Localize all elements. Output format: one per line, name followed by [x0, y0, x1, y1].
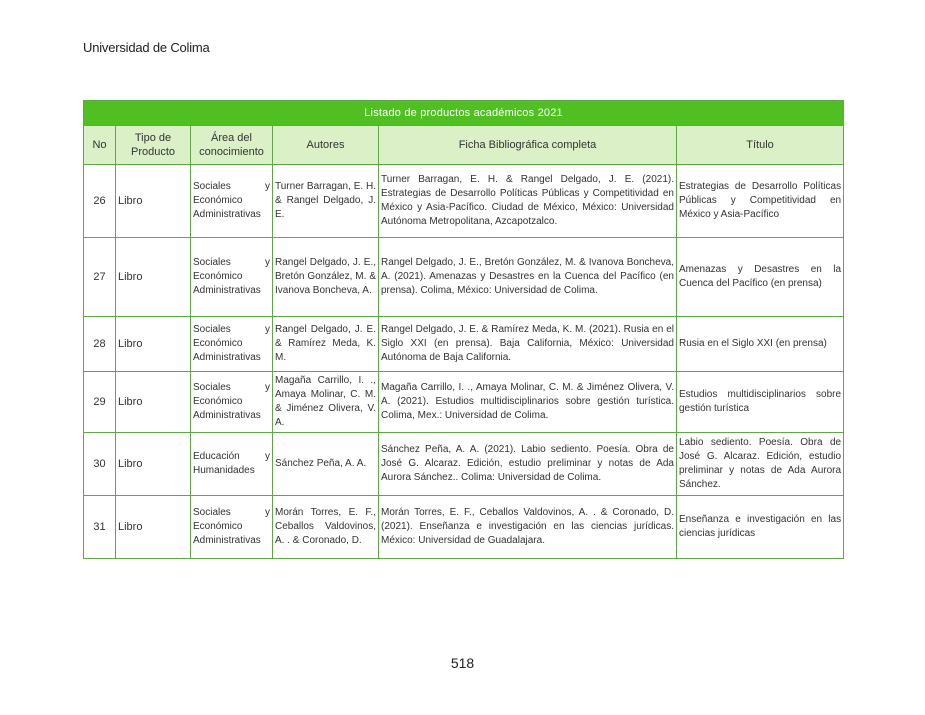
table-caption: Listado de productos académicos 2021 — [84, 101, 844, 126]
table-row — [84, 165, 844, 238]
cell-tipo: Libro — [116, 238, 191, 317]
column-header-autores: Autores — [273, 126, 379, 165]
cell-tipo: Libro — [116, 372, 191, 433]
cell-autores: Sánchez Peña, A. A. — [273, 433, 379, 496]
column-header-titulo: Título — [677, 126, 844, 165]
cell-no: 28 — [84, 317, 116, 372]
cell-area: Sociales y Económico Administrativas — [191, 496, 273, 559]
cell-autores: Rangel Delgado, J. E., Bretón González, M. & Ivanova Boncheva, A. — [273, 238, 379, 317]
cell-titulo: Estudios multidisciplinarios sobre gestión turística — [677, 372, 844, 433]
table-caption-row — [84, 101, 844, 126]
table-row — [84, 317, 844, 372]
column-header-tipo: Tipo de Producto — [116, 126, 191, 165]
cell-ficha: Rangel Delgado, J. E., Bretón González, M. & Ivanova Boncheva, A. (2021). Amenazas y Desastres en la Cuenca del Pacífico (en prensa). Colima, México: Universidad de Colima. — [379, 238, 677, 317]
cell-ficha: Magaña Carrillo, I. ., Amaya Molinar, C. M. & Jiménez Olivera, V. A. (2021). Estudios multidisciplinarios sobre gestión turística. Colima, Mex.: Universidad de Colima. — [379, 372, 677, 433]
page-number: 518 — [450, 655, 475, 671]
cell-titulo: Labio sediento. Poesía. Obra de José G. Alcaraz. Edición, estudio preliminar y notas de Ada Aurora Sánchez. — [677, 433, 844, 496]
page-header: Universidad de Colima — [83, 40, 210, 55]
table-row — [84, 372, 844, 433]
column-header-no: No — [84, 126, 116, 165]
column-header-ficha: Ficha Bibliográfica completa — [379, 126, 677, 165]
cell-area: Sociales y Económico Administrativas — [191, 165, 273, 238]
table-row — [84, 433, 844, 496]
cell-tipo: Libro — [116, 165, 191, 238]
cell-autores: Magaña Carrillo, I. ., Amaya Molinar, C. M. & Jiménez Olivera, V. A. — [273, 372, 379, 433]
cell-tipo: Libro — [116, 496, 191, 559]
cell-no: 30 — [84, 433, 116, 496]
cell-titulo: Estrategias de Desarrollo Políticas Públicas y Competitividad en México y Asia-Pacífico — [677, 165, 844, 238]
cell-ficha: Sánchez Peña, A. A. (2021). Labio sediento. Poesía. Obra de José G. Alcaraz. Edición, estudio preliminar y notas de Ada Aurora Sánchez.. Colima: Universidad de Colima. — [379, 433, 677, 496]
cell-area: Educación y Humanidades — [191, 433, 273, 496]
cell-titulo: Amenazas y Desastres en la Cuenca del Pacífico (en prensa) — [677, 238, 844, 317]
cell-no: 27 — [84, 238, 116, 317]
column-header-area: Área del conocimiento — [191, 126, 273, 165]
table-row — [84, 238, 844, 317]
cell-ficha: Morán Torres, E. F., Ceballos Valdovinos, A. . & Coronado, D. (2021). Enseñanza e investigación en las ciencias jurídicas. México: Universidad de Guadalajara. — [379, 496, 677, 559]
cell-area: Sociales y Económico Administrativas — [191, 372, 273, 433]
cell-area: Sociales y Económico Administrativas — [191, 317, 273, 372]
products-table — [83, 100, 844, 559]
cell-tipo: Libro — [116, 317, 191, 372]
cell-tipo: Libro — [116, 433, 191, 496]
cell-titulo: Enseñanza e investigación en las ciencias jurídicas — [677, 496, 844, 559]
cell-autores: Rangel Delgado, J. E. & Ramírez Meda, K. M. — [273, 317, 379, 372]
cell-area: Sociales y Económico Administrativas — [191, 238, 273, 317]
table-row — [84, 496, 844, 559]
cell-autores: Turner Barragan, E. H. & Rangel Delgado, J. E. — [273, 165, 379, 238]
cell-titulo: Rusia en el Siglo XXI (en prensa) — [677, 317, 844, 372]
cell-ficha: Rangel Delgado, J. E. & Ramírez Meda, K. M. (2021). Rusia en el Siglo XXI (en prensa). Baja California, México: Universidad Autónoma de Baja California. — [379, 317, 677, 372]
cell-no: 31 — [84, 496, 116, 559]
table-header-row — [84, 126, 844, 165]
cell-no: 26 — [84, 165, 116, 238]
cell-ficha: Turner Barragan, E. H. & Rangel Delgado, J. E. (2021). Estrategias de Desarrollo Políticas Públicas y Competitividad en México y Asia-Pacífico. Ciudad de México, México: Universidad Autónoma Metropolitana, Azcapotzalco. — [379, 165, 677, 238]
cell-no: 29 — [84, 372, 116, 433]
cell-autores: Morán Torres, E. F., Ceballos Valdovinos, A. . & Coronado, D. — [273, 496, 379, 559]
